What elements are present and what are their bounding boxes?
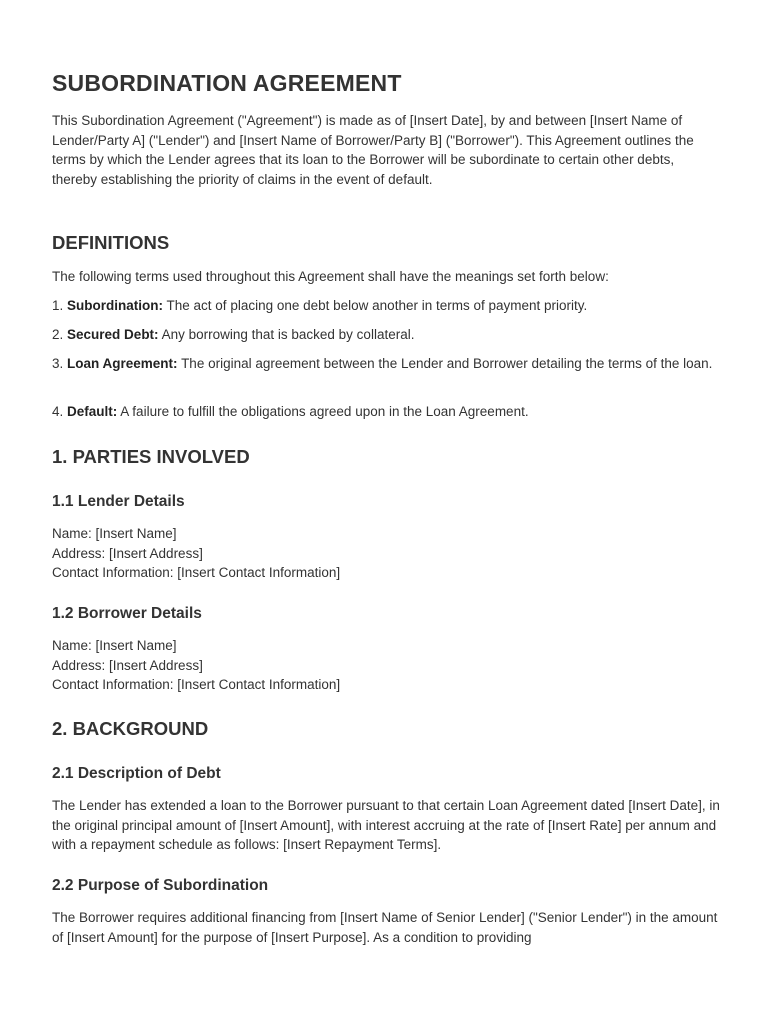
background-heading: 2. BACKGROUND bbox=[52, 718, 209, 739]
purpose-of-subordination-heading: 2.2 Purpose of Subordination bbox=[52, 877, 269, 894]
definition-item bbox=[52, 325, 720, 345]
definition-term: Loan Agreement: bbox=[67, 356, 178, 371]
definition-term: Secured Debt: bbox=[67, 327, 159, 342]
lender-name: Name: [Insert Name] bbox=[52, 526, 177, 541]
definition-text: Any borrowing that is backed by collateral. bbox=[161, 327, 415, 342]
borrower-contact: Contact Information: [Insert Contact Information] bbox=[52, 677, 341, 693]
definition-number: 2. bbox=[52, 327, 64, 342]
description-of-debt-heading: 2.1 Description of Debt bbox=[52, 765, 221, 782]
definition-term: Default: bbox=[67, 404, 118, 419]
definition-number: 4. bbox=[52, 404, 64, 419]
parties-heading: 1. PARTIES INVOLVED bbox=[52, 446, 250, 467]
definition-item bbox=[52, 354, 720, 374]
definition-item bbox=[52, 296, 720, 316]
borrower-details-block bbox=[52, 636, 720, 695]
lender-contact: Contact Information: [Insert Contact Information] bbox=[52, 565, 341, 581]
purpose-of-subordination-text: The Borrower requires additional financing from [Insert Name of Senior Lender] ("Senior Lender") in the amount of [Insert Amount] for the purpose of [Insert Purpose]. As a condition to providing bbox=[52, 910, 718, 945]
definition-number: 1. bbox=[52, 298, 64, 313]
definitions-heading: DEFINITIONS bbox=[52, 232, 170, 253]
definition-text: A failure to fulfill the obligations agreed upon in the Loan Agreement. bbox=[120, 404, 529, 419]
document-title: SUBORDINATION AGREEMENT bbox=[52, 70, 402, 96]
definition-text: The original agreement between the Lender and Borrower detailing the terms of the loan. bbox=[181, 356, 713, 371]
definition-text: The act of placing one debt below another in terms of payment priority. bbox=[166, 298, 588, 313]
lender-details-block bbox=[52, 524, 720, 583]
definition-item bbox=[52, 402, 720, 422]
definition-number: 3. bbox=[52, 356, 64, 371]
definition-term: Subordination: bbox=[67, 298, 164, 313]
lender-details-heading: 1.1 Lender Details bbox=[52, 493, 185, 510]
definitions-lead: The following terms used throughout this Agreement shall have the meanings set forth below: bbox=[52, 269, 609, 284]
borrower-address: Address: [Insert Address] bbox=[52, 657, 203, 673]
description-of-debt-text: The Lender has extended a loan to the Borrower pursuant to that certain Loan Agreement dated [Insert Date], in the original principal amount of [Insert Amount], with interest accruing at the rate of [Insert Rate] per annum and with a repayment schedule as follows: [Insert Repayment Terms]. bbox=[52, 798, 720, 853]
lender-address: Address: [Insert Address] bbox=[52, 545, 203, 561]
borrower-details-heading: 1.2 Borrower Details bbox=[52, 605, 202, 622]
intro-paragraph: This Subordination Agreement ("Agreement") is made as of [Insert Date], by and between [Insert Name of Lender/Party A] ("Lender") and [Insert Name of Borrower/Party B] ("Borrower"). This Agreement outlines the terms by which the Lender agrees that its loan to the Borrower will be subordinate to certain other debts, thereby establishing the priority of claims in the event of default. bbox=[52, 113, 694, 187]
borrower-name: Name: [Insert Name] bbox=[52, 638, 177, 653]
